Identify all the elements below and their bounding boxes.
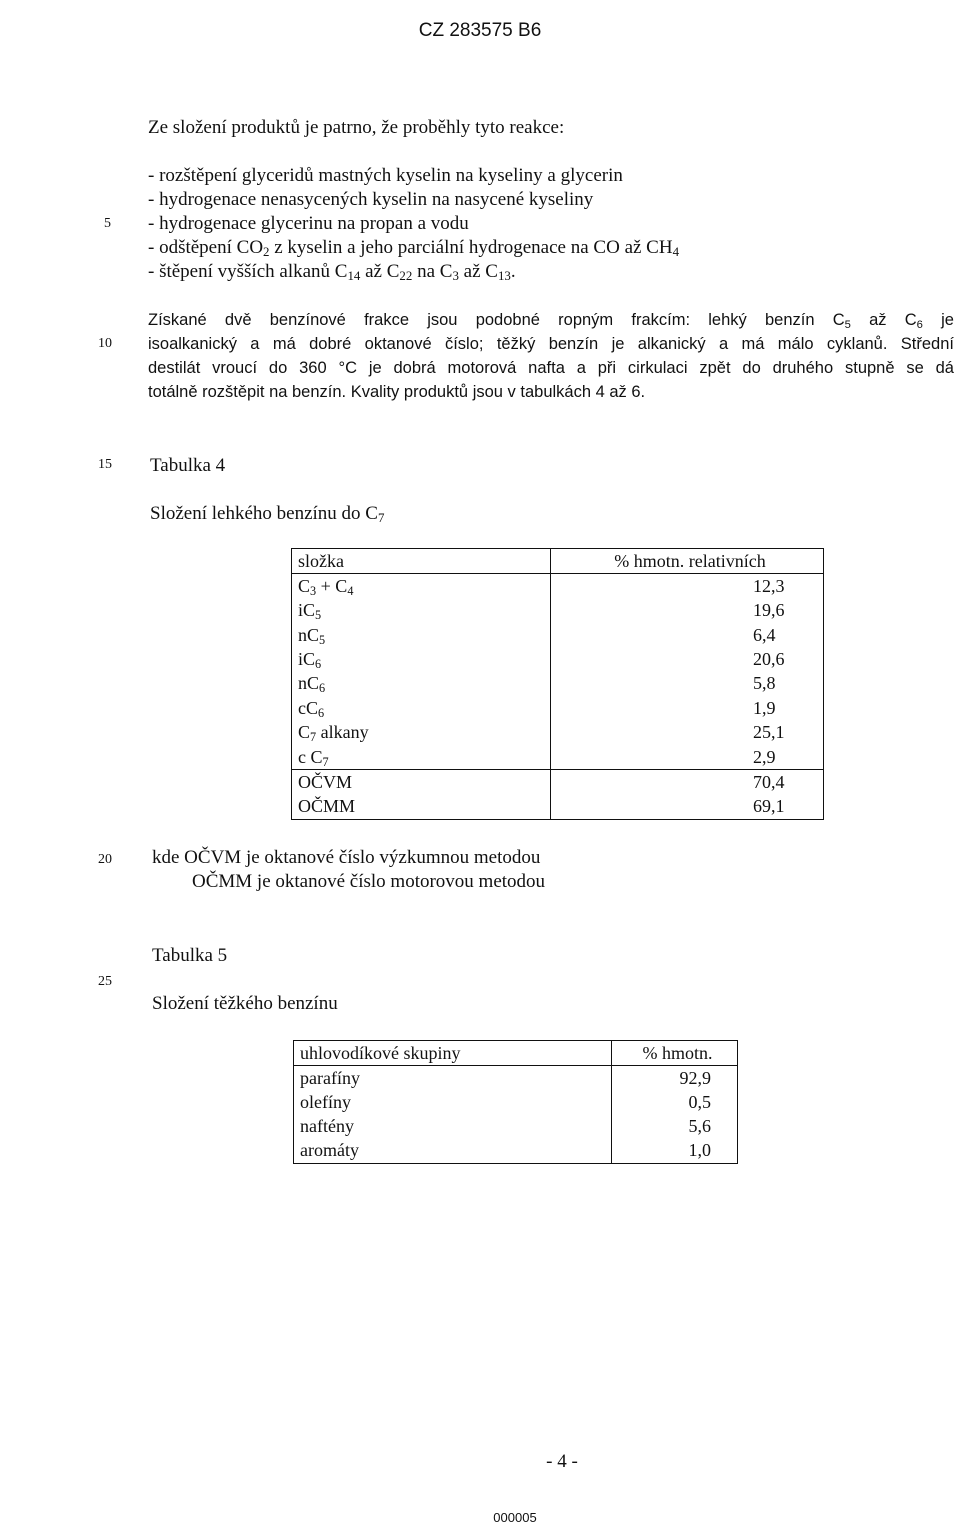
- table5-col-header-percent: % hmotn.: [612, 1041, 738, 1066]
- table4-cell-name: OČVM: [292, 770, 551, 795]
- table4-cell-value: 19,6: [753, 600, 785, 621]
- table4-col-header-component: složka: [292, 549, 551, 574]
- reaction-item: - hydrogenace nenasycených kyselin na nasycené kyseliny: [148, 189, 594, 210]
- table5-col-header-group: uhlovodíkové skupiny: [294, 1041, 612, 1066]
- table5-header-row: [294, 1041, 738, 1066]
- line-number: 15: [98, 457, 112, 472]
- table-row: [292, 574, 824, 599]
- paragraph-line: isoalkanický a má dobré oktanové číslo; těžký benzín je alkanický a má málo cyklanů. Střední: [148, 335, 954, 353]
- line-number: 20: [98, 852, 112, 867]
- table5-cell-name: parafíny: [294, 1066, 612, 1091]
- table4-cell-name: c $C_7$: [292, 745, 551, 770]
- table4-cell-value: 1,9: [753, 697, 776, 718]
- table4-cell-value: 12,3: [753, 576, 785, 597]
- reaction-item: - odštěpení $CO_2$ z kyselin a jeho parciální hydrogenace na CO až $CH_4$: [148, 237, 680, 260]
- table5-cell-name: aromáty: [294, 1139, 612, 1164]
- paragraph-line: Získané dvě benzínové frakce jsou podobné ropným frakcím: lehký benzín $C_5$ až $C_6$ je: [148, 311, 954, 331]
- table-row: [294, 1139, 738, 1164]
- table4-cell-name: $nC_5$: [292, 623, 551, 647]
- table5-label: Tabulka 5: [152, 945, 228, 966]
- table-row: [292, 599, 824, 623]
- legend-line-1: kde OČVM je oktanové číslo výzkumnou metodou: [152, 847, 541, 868]
- table5-cell-name: olefíny: [294, 1090, 612, 1114]
- table-row: [294, 1115, 738, 1139]
- table5-cell-value: 0,5: [688, 1092, 711, 1112]
- table4-cell-name: OČMM: [292, 795, 551, 820]
- page-number: - 4 -: [546, 1451, 578, 1472]
- table-row: [294, 1066, 738, 1091]
- legend-line-2: OČMM je oktanové číslo motorovou metodou: [192, 871, 546, 892]
- table-row: [292, 623, 824, 647]
- table4-cell-value: 25,1: [753, 722, 785, 743]
- line-number: 5: [104, 216, 111, 231]
- table4-cell-value: 69,1: [753, 796, 785, 817]
- table5: [293, 1040, 738, 1164]
- table4-caption: Složení lehkého benzínu do $C_7$: [150, 503, 385, 526]
- table5-cell-value: 92,9: [679, 1067, 711, 1088]
- table-row: [294, 1090, 738, 1114]
- table-row: [292, 795, 824, 820]
- line-number: 25: [98, 974, 112, 989]
- table4-cell-name: $C_3 + C_4$: [292, 574, 551, 599]
- line-number: 10: [98, 336, 112, 351]
- table5-cell-value: 5,6: [688, 1116, 711, 1137]
- table-row: [292, 745, 824, 770]
- document-number: CZ 283575 B6: [418, 20, 542, 41]
- table4-cell-value: 20,6: [753, 649, 785, 670]
- intro-sentence: Ze složení produktů je patrno, že proběhly tyto reakce:: [148, 117, 565, 138]
- table4-header-row: [292, 549, 824, 574]
- paragraph-line: destilát vroucí do 360 °C je dobrá motorová nafta a při cirkulaci zpět do druhého stupně se dá: [148, 359, 954, 377]
- table4-cell-name: $cC_6$: [292, 696, 551, 720]
- table4-cell-value: 2,9: [753, 746, 776, 767]
- table4-label: Tabulka 4: [150, 455, 226, 476]
- table4-cell-name: $nC_6$: [292, 672, 551, 696]
- table4-cell-value: 70,4: [753, 771, 785, 792]
- table5-cell-name: naftény: [294, 1115, 612, 1139]
- table4-cell-name: $iC_6$: [292, 647, 551, 671]
- table-row: [292, 696, 824, 720]
- reaction-item: - rozštěpení glyceridů mastných kyselin na kyseliny a glycerin: [148, 165, 623, 186]
- reaction-item: - štěpení vyšších alkanů $C_{14}$ až $C_{22}$ na $C_3$ až $C_{13}$.: [148, 261, 516, 284]
- table5-cell-value: 1,0: [688, 1140, 711, 1161]
- table4-cell-value: 5,8: [753, 673, 776, 694]
- table5-caption: Složení těžkého benzínu: [152, 993, 338, 1014]
- table-row: [292, 770, 824, 795]
- table-row: [292, 721, 824, 745]
- table4-col-header-percent: % hmotn. relativních: [551, 549, 824, 574]
- table4-cell-value: 6,4: [753, 624, 776, 645]
- table-row: [292, 647, 824, 671]
- table4-cell-name: $iC_5$: [292, 599, 551, 623]
- table4-cell-name: $C_7$ alkany: [292, 721, 551, 745]
- reaction-item: - hydrogenace glycerinu na propan a vodu: [148, 213, 469, 234]
- paragraph-line: totálně rozštěpit na benzín. Kvality produktů jsou v tabulkách 4 až 6.: [148, 383, 646, 401]
- table4: [291, 548, 824, 820]
- table-row: [292, 672, 824, 696]
- page-code: 000005: [493, 1510, 537, 1525]
